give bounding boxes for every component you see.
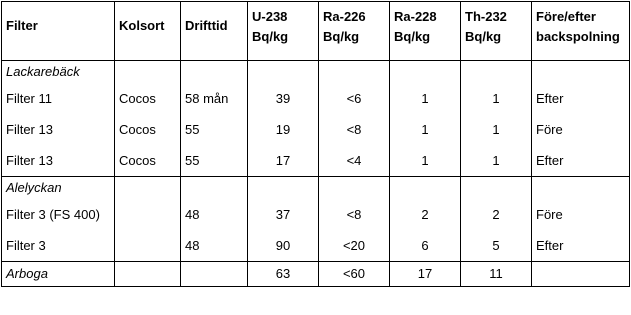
- header-u238-unit: Bq/kg: [252, 29, 289, 44]
- cell-filter: Filter 13: [2, 145, 115, 177]
- table-cell: [532, 61, 630, 84]
- cell-th232: 11: [461, 262, 532, 287]
- cell-kolsort: Cocos: [115, 83, 181, 114]
- header-th232: [461, 2, 532, 61]
- cell-ra228: 1: [390, 83, 461, 114]
- cell-filter: Filter 3 (FS 400): [2, 199, 115, 230]
- cell-kolsort: [115, 230, 181, 262]
- header-kolsort: Kolsort: [115, 2, 181, 61]
- cell-fore-efter: Efter: [532, 145, 630, 177]
- cell-th232: 1: [461, 83, 532, 114]
- cell-drifttid: 48: [181, 230, 248, 262]
- header-ra226-nuclide: Ra-226: [323, 9, 366, 24]
- cell-fore-efter: [532, 262, 630, 287]
- cell-ra228: 17: [390, 262, 461, 287]
- header-u238-nuclide: U-238: [252, 9, 288, 24]
- cell-fore-efter: Efter: [532, 83, 630, 114]
- header-ra228: [390, 2, 461, 61]
- section-name: Alelyckan: [2, 177, 115, 200]
- cell-ra228: 2: [390, 199, 461, 230]
- table-cell: [319, 177, 390, 200]
- cell-kolsort: [115, 262, 181, 287]
- table-cell: [319, 61, 390, 84]
- table-cell: [461, 177, 532, 200]
- header-fore-efter: [532, 2, 630, 61]
- cell-kolsort: Cocos: [115, 145, 181, 177]
- table-cell: [390, 61, 461, 84]
- header-drifttid: Drifttid: [181, 2, 248, 61]
- section-row-alelyckan: [2, 177, 630, 200]
- cell-filter: Filter 13: [2, 114, 115, 145]
- cell-th232: 1: [461, 114, 532, 145]
- table-row: [2, 83, 630, 114]
- header-ra228-nuclide: Ra-228: [394, 9, 437, 24]
- cell-drifttid: 55: [181, 114, 248, 145]
- header-ra226-unit: Bq/kg: [323, 29, 360, 44]
- header-ra226: [319, 2, 390, 61]
- cell-kolsort: [115, 199, 181, 230]
- cell-ra226: <6: [319, 83, 390, 114]
- cell-fore-efter: Efter: [532, 230, 630, 262]
- radionuclide-table: [1, 1, 630, 287]
- cell-th232: 2: [461, 199, 532, 230]
- header-fore-efter-line1: Före/efter: [536, 9, 596, 24]
- cell-drifttid: 55: [181, 145, 248, 177]
- cell-th232: 5: [461, 230, 532, 262]
- table-row: [2, 114, 630, 145]
- cell-ra228: 1: [390, 145, 461, 177]
- cell-fore-efter: Före: [532, 114, 630, 145]
- cell-kolsort: Cocos: [115, 114, 181, 145]
- cell-ra228: 1: [390, 114, 461, 145]
- header-th232-nuclide: Th-232: [465, 9, 507, 24]
- table-cell: [115, 61, 181, 84]
- table-row-arboga: [2, 262, 630, 287]
- cell-ra226: <8: [319, 114, 390, 145]
- cell-u238: 37: [248, 199, 319, 230]
- cell-drifttid: [181, 262, 248, 287]
- table-cell: [181, 177, 248, 200]
- cell-u238: 39: [248, 83, 319, 114]
- section-name: Lackarebäck: [2, 61, 115, 84]
- cell-th232: 1: [461, 145, 532, 177]
- cell-u238: 17: [248, 145, 319, 177]
- table-row: [2, 230, 630, 262]
- cell-ra228: 6: [390, 230, 461, 262]
- cell-ra226: <20: [319, 230, 390, 262]
- cell-filter: Filter 3: [2, 230, 115, 262]
- table-row: [2, 145, 630, 177]
- table-cell: [390, 177, 461, 200]
- header-fore-efter-line2: backspolning: [536, 29, 620, 44]
- cell-u238: 63: [248, 262, 319, 287]
- cell-filter: Arboga: [2, 262, 115, 287]
- cell-ra226: <60: [319, 262, 390, 287]
- table-cell: [181, 61, 248, 84]
- table-cell: [248, 61, 319, 84]
- header-filter: Filter: [2, 2, 115, 61]
- header-ra228-unit: Bq/kg: [394, 29, 431, 44]
- cell-ra226: <4: [319, 145, 390, 177]
- section-row-lackareback: [2, 61, 630, 84]
- header-row: [2, 2, 630, 61]
- table-cell: [461, 61, 532, 84]
- table-cell: [248, 177, 319, 200]
- table-cell: [115, 177, 181, 200]
- table-row: [2, 199, 630, 230]
- cell-drifttid: 48: [181, 199, 248, 230]
- cell-u238: 19: [248, 114, 319, 145]
- header-th232-unit: Bq/kg: [465, 29, 502, 44]
- cell-drifttid: 58 mån: [181, 83, 248, 114]
- cell-ra226: <8: [319, 199, 390, 230]
- cell-fore-efter: Före: [532, 199, 630, 230]
- header-u238: [248, 2, 319, 61]
- table-cell: [532, 177, 630, 200]
- cell-filter: Filter 11: [2, 83, 115, 114]
- cell-u238: 90: [248, 230, 319, 262]
